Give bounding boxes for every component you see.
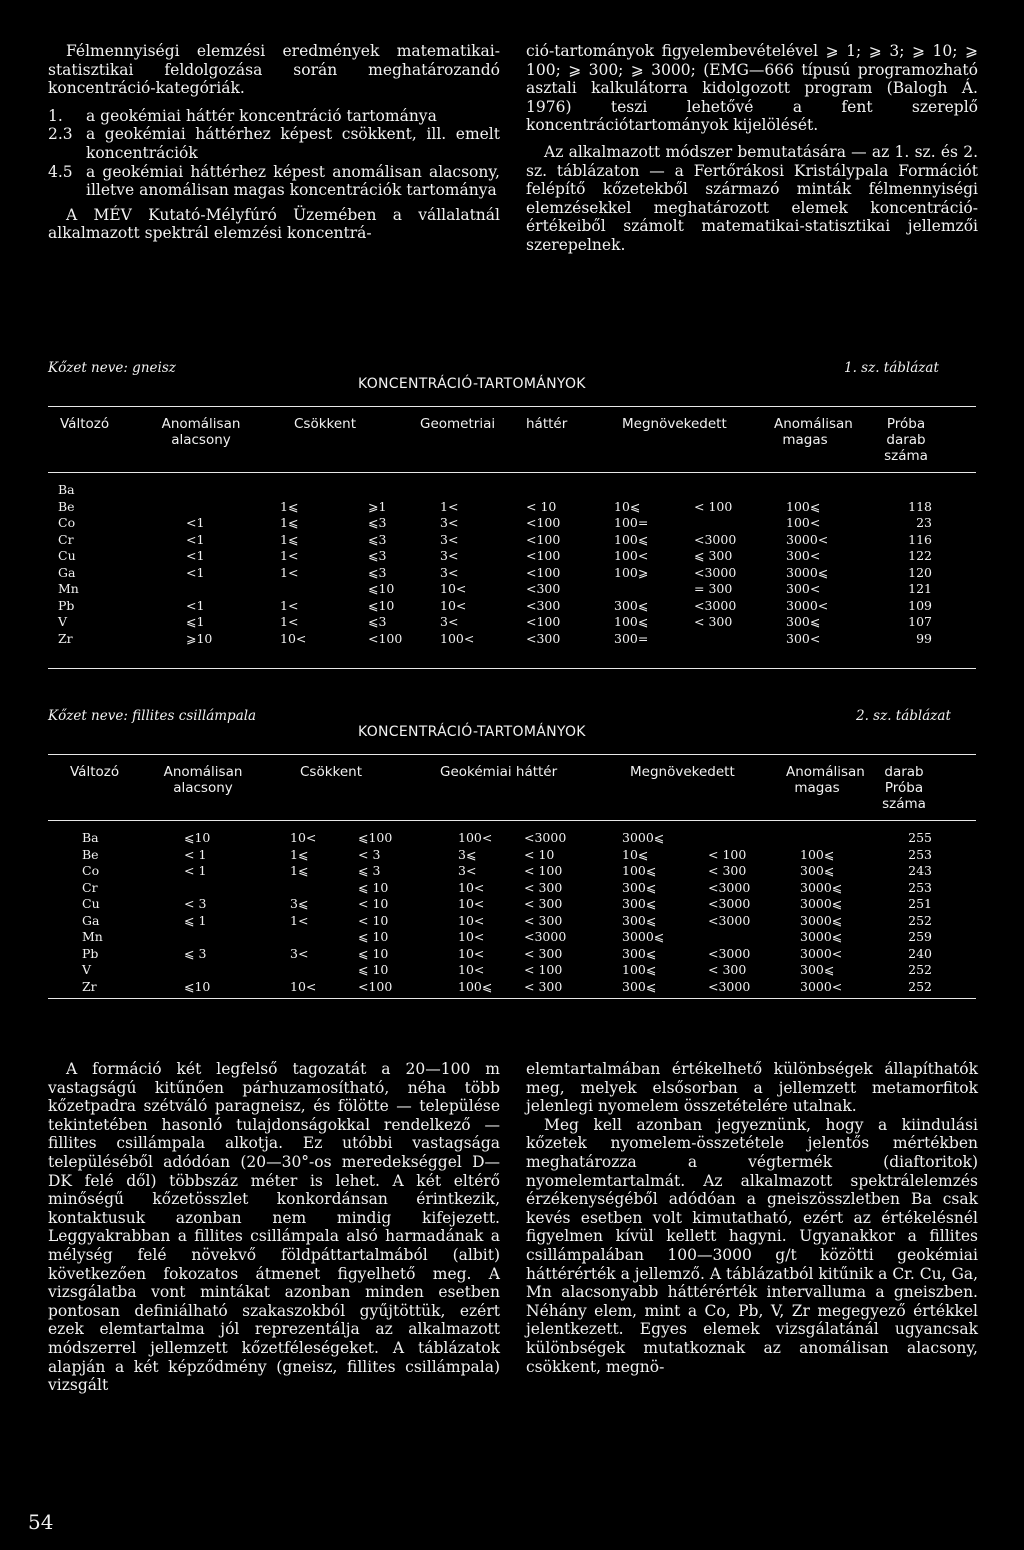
ranges-paragraph: ció-tartományok figyelembevételével ⩾ 1; ⩾ 3; ⩾ 10; ⩾ 100; ⩾ 300; ⩾ 3000; (EMG—666 típusú programozható asztali kalkulátorra kidolgozott program (Balogh Á. 1976) teszi lehetővé a fent szereplő koncentrációtartományok kijelölését.: [526, 42, 978, 135]
table-number: 1. sz. táblázat: [844, 360, 939, 376]
list-number: 2.3: [48, 125, 73, 144]
range-cell: 1⩽: [290, 863, 309, 878]
count-cell: 116: [908, 531, 932, 547]
element-cell: V: [82, 962, 92, 977]
table-row: [48, 929, 976, 945]
table-title: KONCENTRÁCIÓ-TARTOMÁNYOK: [358, 724, 586, 740]
range-cell: <1: [186, 548, 205, 563]
range-cell: 3<: [440, 564, 459, 580]
range-cell: 10<: [458, 929, 485, 944]
range-cell: < 300: [524, 879, 563, 895]
range-cell: ⩾10: [186, 630, 213, 646]
element-cell: Ga: [58, 564, 76, 580]
range-cell: <100: [526, 614, 561, 629]
range-cell: 1<: [290, 912, 309, 928]
element-cell: Co: [82, 863, 100, 878]
range-cell: 300⩽: [786, 614, 821, 629]
count-cell: 255: [908, 830, 932, 845]
range-cell: <100: [526, 564, 561, 580]
range-cell: < 300: [708, 863, 747, 878]
range-cell: ⩾1: [368, 498, 387, 514]
range-cell: < 3: [358, 846, 381, 862]
count-cell: 240: [908, 945, 932, 961]
range-cell: 300⩽: [622, 912, 657, 928]
range-cell: 1⩽: [280, 531, 299, 547]
range-cell: 3000⩽: [800, 896, 843, 911]
range-cell: 300<: [786, 581, 821, 596]
header-rule-bottom: [48, 820, 976, 821]
range-cell: 10<: [458, 912, 485, 928]
element-cell: Mn: [82, 929, 103, 944]
rock-name: Kőzet neve: gneisz: [48, 360, 176, 376]
count-cell: 109: [908, 597, 932, 613]
range-cell: 3<: [440, 531, 459, 547]
range-cell: 300⩽: [622, 879, 657, 895]
range-cell: 1<: [280, 548, 299, 563]
range-cell: < 1: [184, 846, 207, 862]
range-cell: <3000: [708, 879, 751, 895]
count-cell: 23: [916, 515, 932, 530]
range-cell: ⩽100: [358, 830, 393, 845]
col-header-anom-low: Anomálisan alacsony: [163, 764, 243, 796]
count-cell: 259: [908, 929, 932, 944]
table-row: [48, 830, 976, 846]
range-cell: <100: [526, 548, 561, 563]
range-cell: 100⩽: [458, 978, 493, 994]
list-item: [48, 125, 500, 162]
range-cell: <1: [186, 597, 205, 613]
range-cell: 10⩽: [622, 846, 649, 862]
col-header-variable: Változó: [60, 416, 110, 432]
table-row: [48, 979, 976, 995]
table-row: [48, 614, 976, 630]
range-cell: ⩽ 3: [358, 863, 381, 878]
count-cell: 253: [908, 846, 932, 862]
element-cell: Pb: [58, 597, 75, 613]
range-cell: 100⩽: [622, 962, 657, 977]
range-cell: <100: [526, 531, 561, 547]
range-cell: < 1: [184, 863, 207, 878]
range-cell: 1⩽: [280, 498, 299, 514]
element-cell: Cu: [58, 548, 76, 563]
col-header-increased: Megnövekedett: [622, 416, 727, 432]
page-number: 54: [28, 1510, 54, 1534]
element-cell: Be: [82, 846, 99, 862]
range-cell: ⩽3: [368, 548, 387, 563]
intro-paragraph: Félmennyiségi elemzési eredmények matematikai-statisztikai feldolgozása során meghatározandó koncentráció-kategóriák.: [48, 42, 500, 98]
count-cell: 243: [908, 863, 932, 878]
range-cell: ⩽3: [368, 564, 387, 580]
method-paragraph: A MÉV Kutató-Mélyfúró Üzemében a vállalatnál alkalmazott spektrál elemzési koncentrá-: [48, 205, 500, 243]
range-cell: ⩽ 1: [184, 912, 207, 928]
table-row: [48, 581, 976, 597]
range-cell: 3<: [440, 515, 459, 530]
count-cell: 252: [908, 962, 932, 977]
table-rule-bottom: [48, 998, 976, 999]
element-cell: Ba: [82, 830, 99, 845]
range-cell: <300: [526, 630, 561, 646]
table-number: 2. sz. táblázat: [856, 708, 951, 724]
top-left-column: [48, 42, 500, 243]
range-cell: 3000<: [786, 531, 829, 547]
table-row: [48, 962, 976, 978]
list-text: a geokémiai háttérhez képest anomálisan alacsony, illetve anomálisan magas koncentrációk tartománya: [86, 162, 500, 200]
range-cell: 100<: [614, 548, 649, 563]
range-cell: < 300: [524, 896, 563, 911]
count-cell: 107: [908, 614, 932, 629]
range-cell: ⩽10: [368, 581, 395, 596]
bottom-right-column: [526, 1060, 978, 1376]
element-cell: Co: [58, 515, 76, 530]
col-header-decreased: Csökkent: [300, 764, 363, 780]
range-cell: 3000⩽: [622, 830, 665, 845]
table-2: [48, 708, 976, 1008]
range-cell: 100⩽: [622, 863, 657, 878]
range-cell: < 10: [526, 498, 557, 514]
range-cell: = 300: [694, 581, 733, 596]
range-cell: 300<: [786, 630, 821, 646]
range-cell: 10<: [440, 581, 467, 596]
col-header-geometric: Geometriai: [420, 416, 496, 432]
range-cell: <3000: [694, 531, 737, 547]
range-cell: ⩽ 3: [184, 945, 207, 961]
range-cell: 3000⩽: [786, 564, 829, 580]
col-header-increased: Megnövekedett: [630, 764, 735, 780]
list-text: a geokémiai háttér koncentráció tartománya: [86, 106, 437, 125]
list-number: 1.: [48, 106, 63, 125]
col-header-variable: Változó: [70, 764, 120, 780]
range-cell: ⩽ 10: [358, 929, 389, 944]
range-cell: <100: [358, 978, 393, 994]
col-header-sample-count: darab Próba száma: [882, 764, 926, 812]
element-cell: Cu: [82, 896, 100, 911]
range-cell: < 10: [358, 896, 389, 911]
range-cell: 10⩽: [614, 498, 641, 514]
table-row: [48, 913, 976, 929]
count-cell: 120: [908, 564, 932, 580]
range-cell: <3000: [708, 896, 751, 911]
range-cell: 1<: [280, 597, 299, 613]
table-row: [48, 631, 976, 647]
range-cell: 3⩽: [290, 896, 309, 911]
note-paragraph: Meg kell azonban jegyeznünk, hogy a kiindulási kőzetek nyomelem-összetétele jelentős mértékben meghatározza a végtermék (diaftoritok) nyomelemtartalmát. Az alkalmazott spektrálelemzés érzékenységéből adódóan a gneiszösszletben Ba csak kevés esetben volt kimutatható, ezért az értékelésnél figyelmen kívül kellett hagyni. Ugyanakkor a fillites csillámpalában 100—3000 g/t közötti geokémiai háttérérték a jellemző. A táblázatból kitűnik a Cr. Cu, Ga, Mn alacsonyabb háttérérték intervalluma a gneiszben. Néhány elem, mint a Co, Pb, V, Zr megegyező értékkel jelentkezett. Egyes elemek vizsgálatánál ugyancsak különbségek mutatkoznak az anomálisan alacsony, csökkent, megnö-: [526, 1115, 978, 1376]
range-cell: ⩽ 10: [358, 945, 389, 961]
range-cell: 3000⩽: [800, 879, 843, 895]
range-cell: ⩽3: [368, 614, 387, 629]
range-cell: 1<: [280, 614, 299, 629]
range-cell: ⩽10: [184, 830, 211, 845]
range-cell: < 100: [694, 498, 733, 514]
range-cell: ⩽3: [368, 531, 387, 547]
table-title: KONCENTRÁCIÓ-TARTOMÁNYOK: [358, 376, 586, 392]
range-cell: ⩽1: [186, 614, 205, 629]
count-cell: 118: [908, 498, 932, 514]
range-cell: <1: [186, 515, 205, 530]
col-header-anom-high: Anomálisan magas: [774, 416, 853, 448]
range-cell: <3000: [708, 945, 751, 961]
table-row: [48, 880, 976, 896]
range-cell: 100<: [440, 630, 475, 646]
differences-paragraph: elemtartalmában értékelhető különbségek állapíthatók meg, melyek elsősorban a jellemzett metamorfitok jelenlegi nyomelem összetételére utalnak.: [526, 1060, 978, 1116]
range-cell: <3000: [708, 912, 751, 928]
count-cell: 121: [908, 581, 932, 596]
range-cell: ⩽ 300: [694, 548, 733, 563]
range-cell: 3<: [290, 945, 309, 961]
table-row: [48, 896, 976, 912]
table-row: [48, 847, 976, 863]
col-header-background: háttér: [526, 416, 568, 432]
element-cell: Zr: [82, 978, 97, 994]
table-row: [48, 946, 976, 962]
range-cell: 100⩾: [614, 564, 649, 580]
range-cell: 300⩽: [614, 597, 649, 613]
tables-intro-paragraph: Az alkalmazott módszer bemutatására — az 1. sz. és 2. sz. táblázaton — a Fertőrákosi Kristálypala Formációt felépítő kőzetekből származó minták félmennyiségi elemzésekkel meghatározott elemek koncentráció-értékeiből számolt matematikai-statisztikai jellemzői szerepelnek.: [526, 142, 978, 254]
header-rule-top: [48, 406, 976, 407]
rock-name: Kőzet neve: fillites csillámpala: [48, 708, 257, 724]
top-right-column: [526, 42, 978, 255]
range-cell: 1<: [280, 564, 299, 580]
element-cell: Ba: [58, 482, 75, 497]
range-cell: < 300: [694, 614, 733, 629]
table-row: [48, 515, 976, 531]
element-cell: Ga: [82, 912, 100, 928]
range-cell: <300: [526, 597, 561, 613]
col-header-anom-low: Anomálisan alacsony: [161, 416, 241, 448]
header-rule-bottom: [48, 472, 976, 473]
range-cell: < 100: [524, 962, 563, 977]
range-cell: 3<: [458, 863, 477, 878]
range-cell: 100⩽: [800, 846, 835, 862]
range-cell: 3000<: [800, 945, 843, 961]
range-cell: < 100: [524, 863, 563, 878]
element-cell: Zr: [58, 630, 73, 646]
range-cell: 10<: [458, 879, 485, 895]
count-cell: 122: [908, 548, 932, 563]
range-cell: 100⩽: [614, 614, 649, 629]
list-item: [48, 107, 500, 126]
table-row: [48, 482, 976, 498]
range-cell: <3000: [524, 929, 567, 944]
range-cell: < 10: [524, 846, 555, 862]
range-cell: 300⩽: [800, 962, 835, 977]
table-row: [48, 598, 976, 614]
range-cell: < 10: [358, 912, 389, 928]
range-cell: <1: [186, 564, 205, 580]
range-cell: 100<: [786, 515, 821, 530]
range-cell: 3000⩽: [800, 929, 843, 944]
range-cell: < 300: [524, 945, 563, 961]
element-cell: Cr: [58, 531, 74, 547]
count-cell: 252: [908, 912, 932, 928]
range-cell: < 300: [524, 912, 563, 928]
range-cell: ⩽10: [368, 597, 395, 613]
range-cell: 10<: [280, 630, 307, 646]
formation-paragraph: A formáció két legfelső tagozatát a 20—100 m vastagságú kitűnően párhuzamosítható, néha több kőzetpadra szétváló paragneisz, és fölötte — települése tekintetében hasonló tulajdonságokkal rendelkező — fillites csillámpala alkotja. Ez utóbbi vastagsága településéből adódóan (20—30°-os meredekséggel D—DK felé dől) többszáz méter is lehet. A két eltérő minőségű kőzetösszlet konkordánsan érintkezik, kontaktusuk azonban nem mindig kifejezett. Leggyakrabban a fillites csillámpala alsó harmadának a mélység felé növekvő földpáttartalmából (albit) következően fokozatos átmenet figyelhető meg. A vizsgálatba vont mintákat azonban minden esetben pontosan definiálható szakaszokból gyűjtöttük, ezért ezek elemtartalma jól reprezentálja az alkalmazott módszerrel jellemzett kőzetféleségeket. A táblázatok alapján a két képződmény (gneisz, fillites csillámpala) vizsgált: [48, 1060, 500, 1395]
range-cell: < 3: [184, 896, 207, 911]
list-text: a geokémiai háttérhez képest csökkent, ill. emelt koncentrációk: [86, 125, 500, 162]
range-cell: 3000<: [786, 597, 829, 613]
range-cell: 300⩽: [622, 978, 657, 994]
range-cell: 100=: [614, 515, 649, 530]
range-cell: <100: [368, 630, 403, 646]
count-cell: 252: [908, 978, 932, 994]
range-cell: 10<: [458, 896, 485, 911]
range-cell: 3000⩽: [800, 912, 843, 928]
range-cell: <100: [526, 515, 561, 530]
col-header-sample-count: Próba darab száma: [884, 416, 928, 464]
range-cell: 10<: [440, 597, 467, 613]
element-cell: Cr: [82, 879, 98, 895]
range-cell: 300=: [614, 630, 649, 646]
count-cell: 99: [916, 630, 932, 646]
count-cell: 253: [908, 879, 932, 895]
range-cell: 10<: [458, 962, 485, 977]
range-cell: 10<: [290, 830, 317, 845]
range-cell: 3⩽: [458, 846, 477, 862]
range-cell: <3000: [694, 564, 737, 580]
range-cell: ⩽3: [368, 515, 387, 530]
range-cell: 10<: [458, 945, 485, 961]
element-cell: V: [58, 614, 68, 629]
list-item: [48, 163, 500, 200]
range-cell: < 100: [708, 846, 747, 862]
range-cell: 300<: [786, 548, 821, 563]
element-cell: Pb: [82, 945, 99, 961]
col-header-decreased: Csökkent: [294, 416, 357, 432]
list-number: 4.5: [48, 162, 73, 181]
range-cell: 100⩽: [614, 531, 649, 547]
range-cell: < 300: [524, 978, 563, 994]
range-cell: <3000: [708, 978, 751, 994]
header-rule-top: [48, 754, 976, 755]
range-cell: <300: [526, 581, 561, 596]
table-rule-bottom: [48, 668, 976, 669]
table-row: [48, 532, 976, 548]
range-cell: 1⩽: [290, 846, 309, 862]
range-cell: 1<: [440, 498, 459, 514]
col-header-anom-high: Anomálisan magas: [786, 764, 865, 796]
table-row: [48, 863, 976, 879]
count-cell: 251: [908, 896, 932, 911]
range-cell: 300⩽: [622, 896, 657, 911]
range-cell: 3<: [440, 614, 459, 629]
range-cell: 3000<: [800, 978, 843, 994]
range-cell: <3000: [694, 597, 737, 613]
table-1: [48, 360, 976, 670]
bottom-left-column: [48, 1060, 500, 1395]
range-cell: ⩽ 10: [358, 962, 389, 977]
range-cell: 300⩽: [800, 863, 835, 878]
table-row: [48, 565, 976, 581]
range-cell: ⩽ 10: [358, 879, 389, 895]
range-cell: 100<: [458, 830, 493, 845]
range-cell: <1: [186, 531, 205, 547]
range-cell: 300⩽: [622, 945, 657, 961]
range-cell: 100⩽: [786, 498, 821, 514]
element-cell: Mn: [58, 581, 79, 596]
range-cell: 1⩽: [280, 515, 299, 530]
element-cell: Be: [58, 498, 75, 514]
range-cell: 3000⩽: [622, 929, 665, 944]
range-cell: 3<: [440, 548, 459, 563]
table-row: [48, 499, 976, 515]
range-cell: < 300: [708, 962, 747, 977]
col-header-geochem-background: Geokémiai háttér: [440, 764, 558, 780]
table-row: [48, 548, 976, 564]
range-cell: ⩽10: [184, 978, 211, 994]
range-cell: 10<: [290, 978, 317, 994]
range-cell: <3000: [524, 830, 567, 845]
